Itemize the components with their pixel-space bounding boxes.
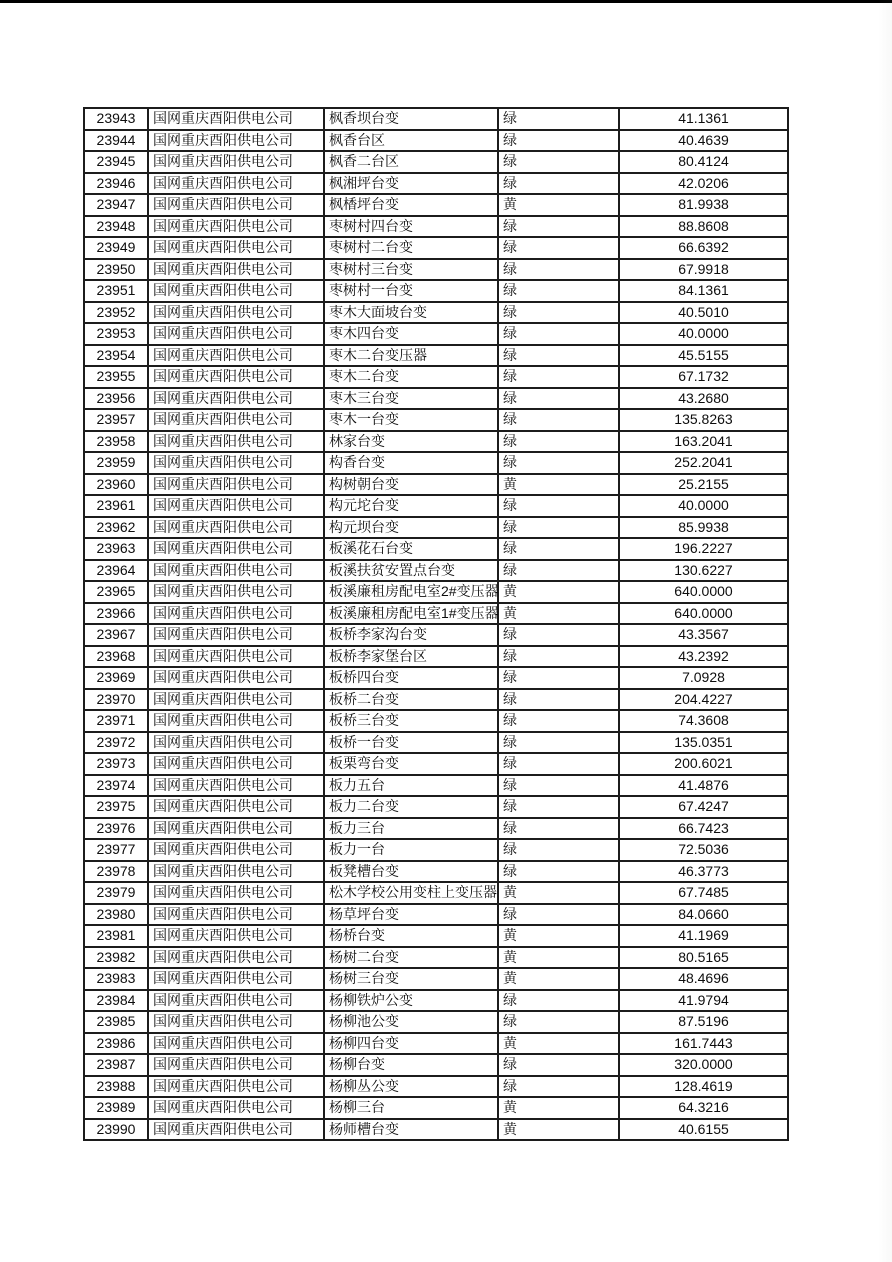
station-name-cell: 杨柳铁炉公变: [324, 990, 498, 1012]
station-name-cell: 杨柳三台: [324, 1097, 498, 1119]
station-name-cell: 杨树二台变: [324, 947, 498, 969]
table-row: [84, 151, 788, 173]
table-row: [84, 259, 788, 281]
status-color-cell: 黄: [498, 603, 619, 625]
row-id-cell: 23982: [84, 947, 148, 969]
table-row: [84, 796, 788, 818]
row-id-cell: 23974: [84, 775, 148, 797]
value-cell: 43.2680: [619, 388, 788, 410]
station-name-cell: 林家台变: [324, 431, 498, 453]
status-color-cell: 绿: [498, 775, 619, 797]
table-row: [84, 904, 788, 926]
value-cell: 41.4876: [619, 775, 788, 797]
company-cell: 国网重庆酉阳供电公司: [148, 151, 324, 173]
value-cell: 128.4619: [619, 1076, 788, 1098]
status-color-cell: 黄: [498, 474, 619, 496]
status-color-cell: 绿: [498, 345, 619, 367]
status-color-cell: 绿: [498, 710, 619, 732]
value-cell: 640.0000: [619, 603, 788, 625]
company-cell: 国网重庆酉阳供电公司: [148, 818, 324, 840]
row-id-cell: 23943: [84, 108, 148, 130]
company-cell: 国网重庆酉阳供电公司: [148, 216, 324, 238]
station-name-cell: 枫香台区: [324, 130, 498, 152]
row-id-cell: 23947: [84, 194, 148, 216]
value-cell: 640.0000: [619, 581, 788, 603]
station-name-cell: 板溪花石台变: [324, 538, 498, 560]
company-cell: 国网重庆酉阳供电公司: [148, 646, 324, 668]
row-id-cell: 23989: [84, 1097, 148, 1119]
station-name-cell: 板溪廉租房配电室1#变压器: [324, 603, 498, 625]
table-row: [84, 1033, 788, 1055]
status-color-cell: 绿: [498, 259, 619, 281]
row-id-cell: 23953: [84, 323, 148, 345]
row-id-cell: 23968: [84, 646, 148, 668]
company-cell: 国网重庆酉阳供电公司: [148, 538, 324, 560]
status-color-cell: 绿: [498, 130, 619, 152]
station-name-cell: 板桥一台变: [324, 732, 498, 754]
station-name-cell: 板凳槽台变: [324, 861, 498, 883]
row-id-cell: 23964: [84, 560, 148, 582]
row-id-cell: 23954: [84, 345, 148, 367]
company-cell: 国网重庆酉阳供电公司: [148, 452, 324, 474]
company-cell: 国网重庆酉阳供电公司: [148, 560, 324, 582]
station-name-cell: 构元坨台变: [324, 495, 498, 517]
table-row: [84, 603, 788, 625]
status-color-cell: 黄: [498, 1097, 619, 1119]
company-cell: 国网重庆酉阳供电公司: [148, 1076, 324, 1098]
station-name-cell: 构树朝台变: [324, 474, 498, 496]
value-cell: 88.8608: [619, 216, 788, 238]
row-id-cell: 23960: [84, 474, 148, 496]
company-cell: 国网重庆酉阳供电公司: [148, 431, 324, 453]
company-cell: 国网重庆酉阳供电公司: [148, 108, 324, 130]
table-row: [84, 882, 788, 904]
value-cell: 40.0000: [619, 495, 788, 517]
table-row: [84, 452, 788, 474]
status-color-cell: 绿: [498, 280, 619, 302]
table-row: [84, 366, 788, 388]
station-name-cell: 枣木大面坡台变: [324, 302, 498, 324]
scan-artifact-top-bar: [0, 0, 892, 3]
status-color-cell: 绿: [498, 151, 619, 173]
table-row: [84, 302, 788, 324]
value-cell: 46.3773: [619, 861, 788, 883]
row-id-cell: 23990: [84, 1119, 148, 1141]
status-color-cell: 绿: [498, 108, 619, 130]
status-color-cell: 黄: [498, 1033, 619, 1055]
company-cell: 国网重庆酉阳供电公司: [148, 388, 324, 410]
status-color-cell: 绿: [498, 646, 619, 668]
value-cell: 40.0000: [619, 323, 788, 345]
status-color-cell: 黄: [498, 1119, 619, 1141]
row-id-cell: 23972: [84, 732, 148, 754]
table-row: [84, 1011, 788, 1033]
row-id-cell: 23965: [84, 581, 148, 603]
company-cell: 国网重庆酉阳供电公司: [148, 947, 324, 969]
station-name-cell: 枣木三台变: [324, 388, 498, 410]
row-id-cell: 23983: [84, 968, 148, 990]
status-color-cell: 绿: [498, 796, 619, 818]
value-cell: 85.9938: [619, 517, 788, 539]
value-cell: 48.4696: [619, 968, 788, 990]
status-color-cell: 绿: [498, 366, 619, 388]
company-cell: 国网重庆酉阳供电公司: [148, 237, 324, 259]
table-row: [84, 1076, 788, 1098]
company-cell: 国网重庆酉阳供电公司: [148, 474, 324, 496]
page-edge-shading: [878, 0, 892, 1262]
table-row: [84, 646, 788, 668]
station-name-cell: 枣木一台变: [324, 409, 498, 431]
row-id-cell: 23986: [84, 1033, 148, 1055]
company-cell: 国网重庆酉阳供电公司: [148, 990, 324, 1012]
company-cell: 国网重庆酉阳供电公司: [148, 1119, 324, 1141]
status-color-cell: 绿: [498, 431, 619, 453]
station-name-cell: 板力二台变: [324, 796, 498, 818]
status-color-cell: 绿: [498, 689, 619, 711]
company-cell: 国网重庆酉阳供电公司: [148, 732, 324, 754]
value-cell: 43.2392: [619, 646, 788, 668]
station-name-cell: 板力一台: [324, 839, 498, 861]
value-cell: 40.5010: [619, 302, 788, 324]
row-id-cell: 23980: [84, 904, 148, 926]
status-color-cell: 绿: [498, 323, 619, 345]
status-color-cell: 绿: [498, 624, 619, 646]
station-name-cell: 枫香二台区: [324, 151, 498, 173]
status-color-cell: 绿: [498, 388, 619, 410]
table-row: [84, 667, 788, 689]
value-cell: 135.0351: [619, 732, 788, 754]
value-cell: 67.7485: [619, 882, 788, 904]
status-color-cell: 绿: [498, 861, 619, 883]
table-body: [84, 108, 788, 1140]
table-row: [84, 237, 788, 259]
station-name-cell: 枫湘坪台变: [324, 173, 498, 195]
table-row: [84, 108, 788, 130]
company-cell: 国网重庆酉阳供电公司: [148, 1033, 324, 1055]
status-color-cell: 绿: [498, 732, 619, 754]
value-cell: 42.0206: [619, 173, 788, 195]
value-cell: 66.6392: [619, 237, 788, 259]
row-id-cell: 23949: [84, 237, 148, 259]
status-color-cell: 绿: [498, 173, 619, 195]
company-cell: 国网重庆酉阳供电公司: [148, 517, 324, 539]
company-cell: 国网重庆酉阳供电公司: [148, 495, 324, 517]
station-name-cell: 杨柳池公变: [324, 1011, 498, 1033]
status-color-cell: 绿: [498, 302, 619, 324]
row-id-cell: 23946: [84, 173, 148, 195]
row-id-cell: 23956: [84, 388, 148, 410]
table-row: [84, 173, 788, 195]
value-cell: 72.5036: [619, 839, 788, 861]
table-row: [84, 194, 788, 216]
value-cell: 80.5165: [619, 947, 788, 969]
table-row: [84, 216, 788, 238]
value-cell: 40.6155: [619, 1119, 788, 1141]
station-name-cell: 杨柳丛公变: [324, 1076, 498, 1098]
station-name-cell: 枣木二台变: [324, 366, 498, 388]
row-id-cell: 23979: [84, 882, 148, 904]
value-cell: 252.2041: [619, 452, 788, 474]
row-id-cell: 23984: [84, 990, 148, 1012]
station-name-cell: 枣木四台变: [324, 323, 498, 345]
station-name-cell: 杨柳台变: [324, 1054, 498, 1076]
company-cell: 国网重庆酉阳供电公司: [148, 1097, 324, 1119]
company-cell: 国网重庆酉阳供电公司: [148, 775, 324, 797]
station-name-cell: 松木学校公用变柱上变压器: [324, 882, 498, 904]
status-color-cell: 绿: [498, 839, 619, 861]
company-cell: 国网重庆酉阳供电公司: [148, 323, 324, 345]
row-id-cell: 23959: [84, 452, 148, 474]
row-id-cell: 23955: [84, 366, 148, 388]
status-color-cell: 绿: [498, 904, 619, 926]
status-color-cell: 黄: [498, 194, 619, 216]
company-cell: 国网重庆酉阳供电公司: [148, 839, 324, 861]
table-row: [84, 839, 788, 861]
row-id-cell: 23952: [84, 302, 148, 324]
table-row: [84, 689, 788, 711]
station-name-cell: 枣树村二台变: [324, 237, 498, 259]
status-color-cell: 黄: [498, 968, 619, 990]
row-id-cell: 23977: [84, 839, 148, 861]
value-cell: 81.9938: [619, 194, 788, 216]
table-row: [84, 495, 788, 517]
station-name-cell: 枫香坝台变: [324, 108, 498, 130]
row-id-cell: 23970: [84, 689, 148, 711]
status-color-cell: 绿: [498, 990, 619, 1012]
company-cell: 国网重庆酉阳供电公司: [148, 861, 324, 883]
value-cell: 84.0660: [619, 904, 788, 926]
company-cell: 国网重庆酉阳供电公司: [148, 1011, 324, 1033]
table-row: [84, 861, 788, 883]
table-row: [84, 990, 788, 1012]
station-name-cell: 板溪廉租房配电室2#变压器: [324, 581, 498, 603]
row-id-cell: 23957: [84, 409, 148, 431]
company-cell: 国网重庆酉阳供电公司: [148, 710, 324, 732]
table-row: [84, 409, 788, 431]
company-cell: 国网重庆酉阳供电公司: [148, 753, 324, 775]
station-name-cell: 板桥李家沟台变: [324, 624, 498, 646]
status-color-cell: 绿: [498, 495, 619, 517]
value-cell: 80.4124: [619, 151, 788, 173]
status-color-cell: 绿: [498, 667, 619, 689]
status-color-cell: 绿: [498, 1054, 619, 1076]
value-cell: 161.7443: [619, 1033, 788, 1055]
status-color-cell: 黄: [498, 947, 619, 969]
table-row: [84, 517, 788, 539]
company-cell: 国网重庆酉阳供电公司: [148, 366, 324, 388]
status-color-cell: 黄: [498, 925, 619, 947]
table-row: [84, 130, 788, 152]
row-id-cell: 23987: [84, 1054, 148, 1076]
company-cell: 国网重庆酉阳供电公司: [148, 882, 324, 904]
value-cell: 40.4639: [619, 130, 788, 152]
station-name-cell: 板桥四台变: [324, 667, 498, 689]
company-cell: 国网重庆酉阳供电公司: [148, 925, 324, 947]
value-cell: 41.1969: [619, 925, 788, 947]
table-row: [84, 474, 788, 496]
value-cell: 43.3567: [619, 624, 788, 646]
status-color-cell: 绿: [498, 818, 619, 840]
value-cell: 196.2227: [619, 538, 788, 560]
table-row: [84, 732, 788, 754]
row-id-cell: 23971: [84, 710, 148, 732]
table-row: [84, 345, 788, 367]
value-cell: 64.3216: [619, 1097, 788, 1119]
value-cell: 87.5196: [619, 1011, 788, 1033]
table-row: [84, 947, 788, 969]
station-name-cell: 板桥李家堡台区: [324, 646, 498, 668]
value-cell: 7.0928: [619, 667, 788, 689]
table-row: [84, 431, 788, 453]
company-cell: 国网重庆酉阳供电公司: [148, 689, 324, 711]
station-name-cell: 枣树村一台变: [324, 280, 498, 302]
row-id-cell: 23950: [84, 259, 148, 281]
value-cell: 320.0000: [619, 1054, 788, 1076]
table-row: [84, 624, 788, 646]
row-id-cell: 23944: [84, 130, 148, 152]
station-name-cell: 杨树三台变: [324, 968, 498, 990]
company-cell: 国网重庆酉阳供电公司: [148, 130, 324, 152]
table-row: [84, 925, 788, 947]
company-cell: 国网重庆酉阳供电公司: [148, 280, 324, 302]
company-cell: 国网重庆酉阳供电公司: [148, 796, 324, 818]
station-name-cell: 板溪扶贫安置点台变: [324, 560, 498, 582]
station-name-cell: 板力三台: [324, 818, 498, 840]
value-cell: 204.4227: [619, 689, 788, 711]
status-color-cell: 黄: [498, 581, 619, 603]
row-id-cell: 23975: [84, 796, 148, 818]
table-row: [84, 280, 788, 302]
status-color-cell: 绿: [498, 538, 619, 560]
value-cell: 25.2155: [619, 474, 788, 496]
table-row: [84, 775, 788, 797]
station-name-cell: 枫楿坪台变: [324, 194, 498, 216]
company-cell: 国网重庆酉阳供电公司: [148, 603, 324, 625]
row-id-cell: 23976: [84, 818, 148, 840]
station-name-cell: 杨桥台变: [324, 925, 498, 947]
value-cell: 130.6227: [619, 560, 788, 582]
table-row: [84, 1119, 788, 1141]
company-cell: 国网重庆酉阳供电公司: [148, 581, 324, 603]
company-cell: 国网重庆酉阳供电公司: [148, 968, 324, 990]
status-color-cell: 绿: [498, 560, 619, 582]
station-name-cell: 构元坝台变: [324, 517, 498, 539]
table-row: [84, 323, 788, 345]
status-color-cell: 绿: [498, 237, 619, 259]
row-id-cell: 23951: [84, 280, 148, 302]
value-cell: 66.7423: [619, 818, 788, 840]
value-cell: 67.1732: [619, 366, 788, 388]
company-cell: 国网重庆酉阳供电公司: [148, 259, 324, 281]
company-cell: 国网重庆酉阳供电公司: [148, 345, 324, 367]
company-cell: 国网重庆酉阳供电公司: [148, 904, 324, 926]
station-name-cell: 构香台变: [324, 452, 498, 474]
status-color-cell: 绿: [498, 1076, 619, 1098]
value-cell: 200.6021: [619, 753, 788, 775]
station-name-cell: 板栗弯台变: [324, 753, 498, 775]
company-cell: 国网重庆酉阳供电公司: [148, 194, 324, 216]
table-row: [84, 710, 788, 732]
station-name-cell: 枣木二台变压器: [324, 345, 498, 367]
value-cell: 41.1361: [619, 108, 788, 130]
value-cell: 45.5155: [619, 345, 788, 367]
value-cell: 135.8263: [619, 409, 788, 431]
row-id-cell: 23988: [84, 1076, 148, 1098]
station-name-cell: 板桥三台变: [324, 710, 498, 732]
status-color-cell: 绿: [498, 409, 619, 431]
station-name-cell: 板桥二台变: [324, 689, 498, 711]
station-name-cell: 枣树村四台变: [324, 216, 498, 238]
company-cell: 国网重庆酉阳供电公司: [148, 1054, 324, 1076]
table-row: [84, 388, 788, 410]
row-id-cell: 23963: [84, 538, 148, 560]
status-color-cell: 绿: [498, 216, 619, 238]
status-color-cell: 绿: [498, 1011, 619, 1033]
station-name-cell: 板力五台: [324, 775, 498, 797]
status-color-cell: 绿: [498, 753, 619, 775]
table-row: [84, 560, 788, 582]
value-cell: 163.2041: [619, 431, 788, 453]
row-id-cell: 23969: [84, 667, 148, 689]
table-row: [84, 1054, 788, 1076]
status-color-cell: 绿: [498, 517, 619, 539]
row-id-cell: 23966: [84, 603, 148, 625]
company-cell: 国网重庆酉阳供电公司: [148, 173, 324, 195]
row-id-cell: 23961: [84, 495, 148, 517]
row-id-cell: 23948: [84, 216, 148, 238]
value-cell: 41.9794: [619, 990, 788, 1012]
status-color-cell: 绿: [498, 452, 619, 474]
table-row: [84, 968, 788, 990]
station-name-cell: 杨草坪台变: [324, 904, 498, 926]
table-row: [84, 581, 788, 603]
company-cell: 国网重庆酉阳供电公司: [148, 667, 324, 689]
row-id-cell: 23958: [84, 431, 148, 453]
company-cell: 国网重庆酉阳供电公司: [148, 302, 324, 324]
value-cell: 74.3608: [619, 710, 788, 732]
station-name-cell: 杨柳四台变: [324, 1033, 498, 1055]
row-id-cell: 23981: [84, 925, 148, 947]
row-id-cell: 23978: [84, 861, 148, 883]
transformer-station-table: [83, 107, 789, 1141]
station-name-cell: 枣树村三台变: [324, 259, 498, 281]
value-cell: 84.1361: [619, 280, 788, 302]
row-id-cell: 23985: [84, 1011, 148, 1033]
row-id-cell: 23967: [84, 624, 148, 646]
value-cell: 67.4247: [619, 796, 788, 818]
status-color-cell: 黄: [498, 882, 619, 904]
table-row: [84, 753, 788, 775]
company-cell: 国网重庆酉阳供电公司: [148, 624, 324, 646]
row-id-cell: 23973: [84, 753, 148, 775]
company-cell: 国网重庆酉阳供电公司: [148, 409, 324, 431]
row-id-cell: 23945: [84, 151, 148, 173]
table-row: [84, 818, 788, 840]
row-id-cell: 23962: [84, 517, 148, 539]
table-row: [84, 1097, 788, 1119]
table-row: [84, 538, 788, 560]
value-cell: 67.9918: [619, 259, 788, 281]
station-name-cell: 杨师槽台变: [324, 1119, 498, 1141]
